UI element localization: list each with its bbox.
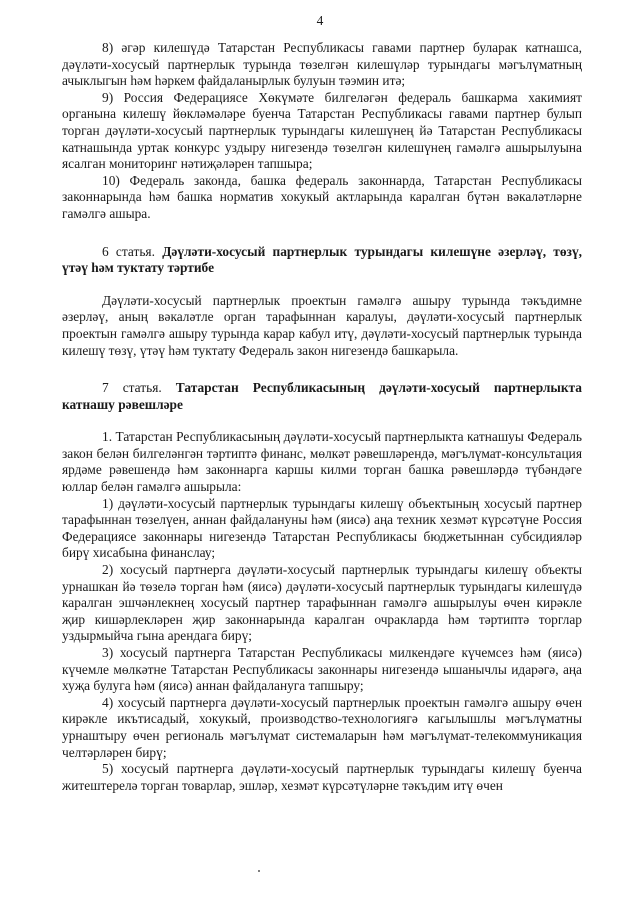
article-7-subitem-4: 4) хосусый партнерга дәүләти-хосусый партнерлык проектын гамәлгә ашыру өчен кирәкле икътисадый, хокукый, производство-технологиягә кагылышлы мәгълүматны урнаштыру өчен региональ мәгълүмат системаларын һәм мәгълүмат-телекоммуникация челтәрләрен бирү;	[62, 694, 582, 760]
article-7-clause-1: 1. Татарстан Республикасының дәүләти-хосусый партнерлыкта катнашуы Федераль закон белән билгеләнгән тәртиптә финанс, мөлкәт рәвешләрендә, мәгълүмат-консультация ярдәме рәвешендә һәм законнарга каршы килми торган башка рәвешләрдә түбәндәге юллар белән гамәлгә ашырыла:	[62, 429, 582, 495]
paragraph-item-8: 8) әгәр килешүдә Татарстан Республикасы гавами партнер буларак катнашса, дәүләти-хосусый партнерлык турында төзелгән килешүләр турындагы мәгълүматның ачыклыгын һәм һәркем файдаланырлык булуын тәэмин итә;	[62, 40, 582, 89]
article-7-number: 7 статья.	[102, 380, 162, 396]
article-7-subitem-1: 1) дәүләти-хосусый партнерлык турындагы килешү объектының хосусый партнер тарафыннан төзелүен, аннан файдалануны һәм (яисә) аңа техник хезмәт күрсәтүне Россия Федерациясе законнары нигезендә Татарстан Республикасы бюджетыннан субсидияләр бирү хисабына финанслау;	[62, 495, 582, 561]
paragraph-item-9: 9) Россия Федерациясе Хөкүмәте билгеләгән федераль башкарма хакимият органына килешү йөкләмәләре буенча Татарстан Республикасы гавами партнер булып торган дәүләти-хосусый партнерлык турындагы килешүнең йә Татарстан Республикасы катнашында уртак конкурс уздыру нигезендә төзелгән килешүнең гамәлгә ашырылуына ясалган мониторинг нәтиҗәләрен тапшыра;	[62, 89, 582, 172]
scan-speck	[258, 870, 260, 872]
paragraph-item-10: 10) Федераль законда, башка федераль законнарда, Татарстан Республикасы законнарында һәм башка норматив хокукый актларында каралган бүтән вәкаләтләрне гамәлгә ашыра.	[62, 172, 582, 221]
article-7-subitem-5: 5) хосусый партнерга дәүләти-хосусый партнерлык турындагы килешү буенча житештерелә торган товарлар, эшләр, хезмәт күрсәтүләрне тәкъдим итү өчен	[62, 761, 582, 793]
article-6-heading	[62, 244, 582, 277]
document-body	[62, 40, 582, 794]
page-number: 4	[316, 13, 324, 28]
article-6-body: Дәүләти-хосусый партнерлык проектын гамәлгә ашыру турында тәкъдимне әзерләү, аның вәкаләтле орган тарафыннан каралуы, дәүләти-хосусый партнерлык проектын гамәлгә ашыру турында карар кабул итү, дәүләти-хосусый партнерлык турында килешү төзү, үтәү һәм туктату Федераль закон нигезендә башкарыла.	[62, 292, 582, 358]
article-7-title: Татарстан Республикасының дәүләти-хосусый партнерлыкта катнашу рәвешләре	[62, 380, 582, 412]
article-7-heading	[62, 380, 582, 413]
article-7-subitem-2: 2) хосусый партнерга дәүләти-хосусый партнерлык турындагы килешү объекты урнашкан йә төзелә торган һәм (яисә) дәүләти-хосусый партнерлык турындагы килешүдә каралган эшчәнлекнең хосусый партнер тарафыннан гамәлгә ашырылуы өчен кирәкле җир кишәрлекләрен җир законнарында каралган очракларда һәм тәртиптә торглар уздырмыйча гына арендага бирү;	[62, 562, 582, 644]
article-6-number: 6 статья.	[102, 243, 155, 259]
article-7-subitem-3: 3) хосусый партнерга Татарстан Республикасы милкендәге күчемсез һәм (яисә) күчемле мөлкәтне Татарстан Республикасы законнары нигезендә ышанычлы идарәгә, аңа хуҗа булуга һәм (яисә) аннан файдалануга тапшыру;	[62, 645, 582, 694]
article-6-title: Дәүләти-хосусый партнерлык турындагы килешүне әзерләү, төзү, үтәү һәм туктату тәртибе	[62, 243, 582, 276]
